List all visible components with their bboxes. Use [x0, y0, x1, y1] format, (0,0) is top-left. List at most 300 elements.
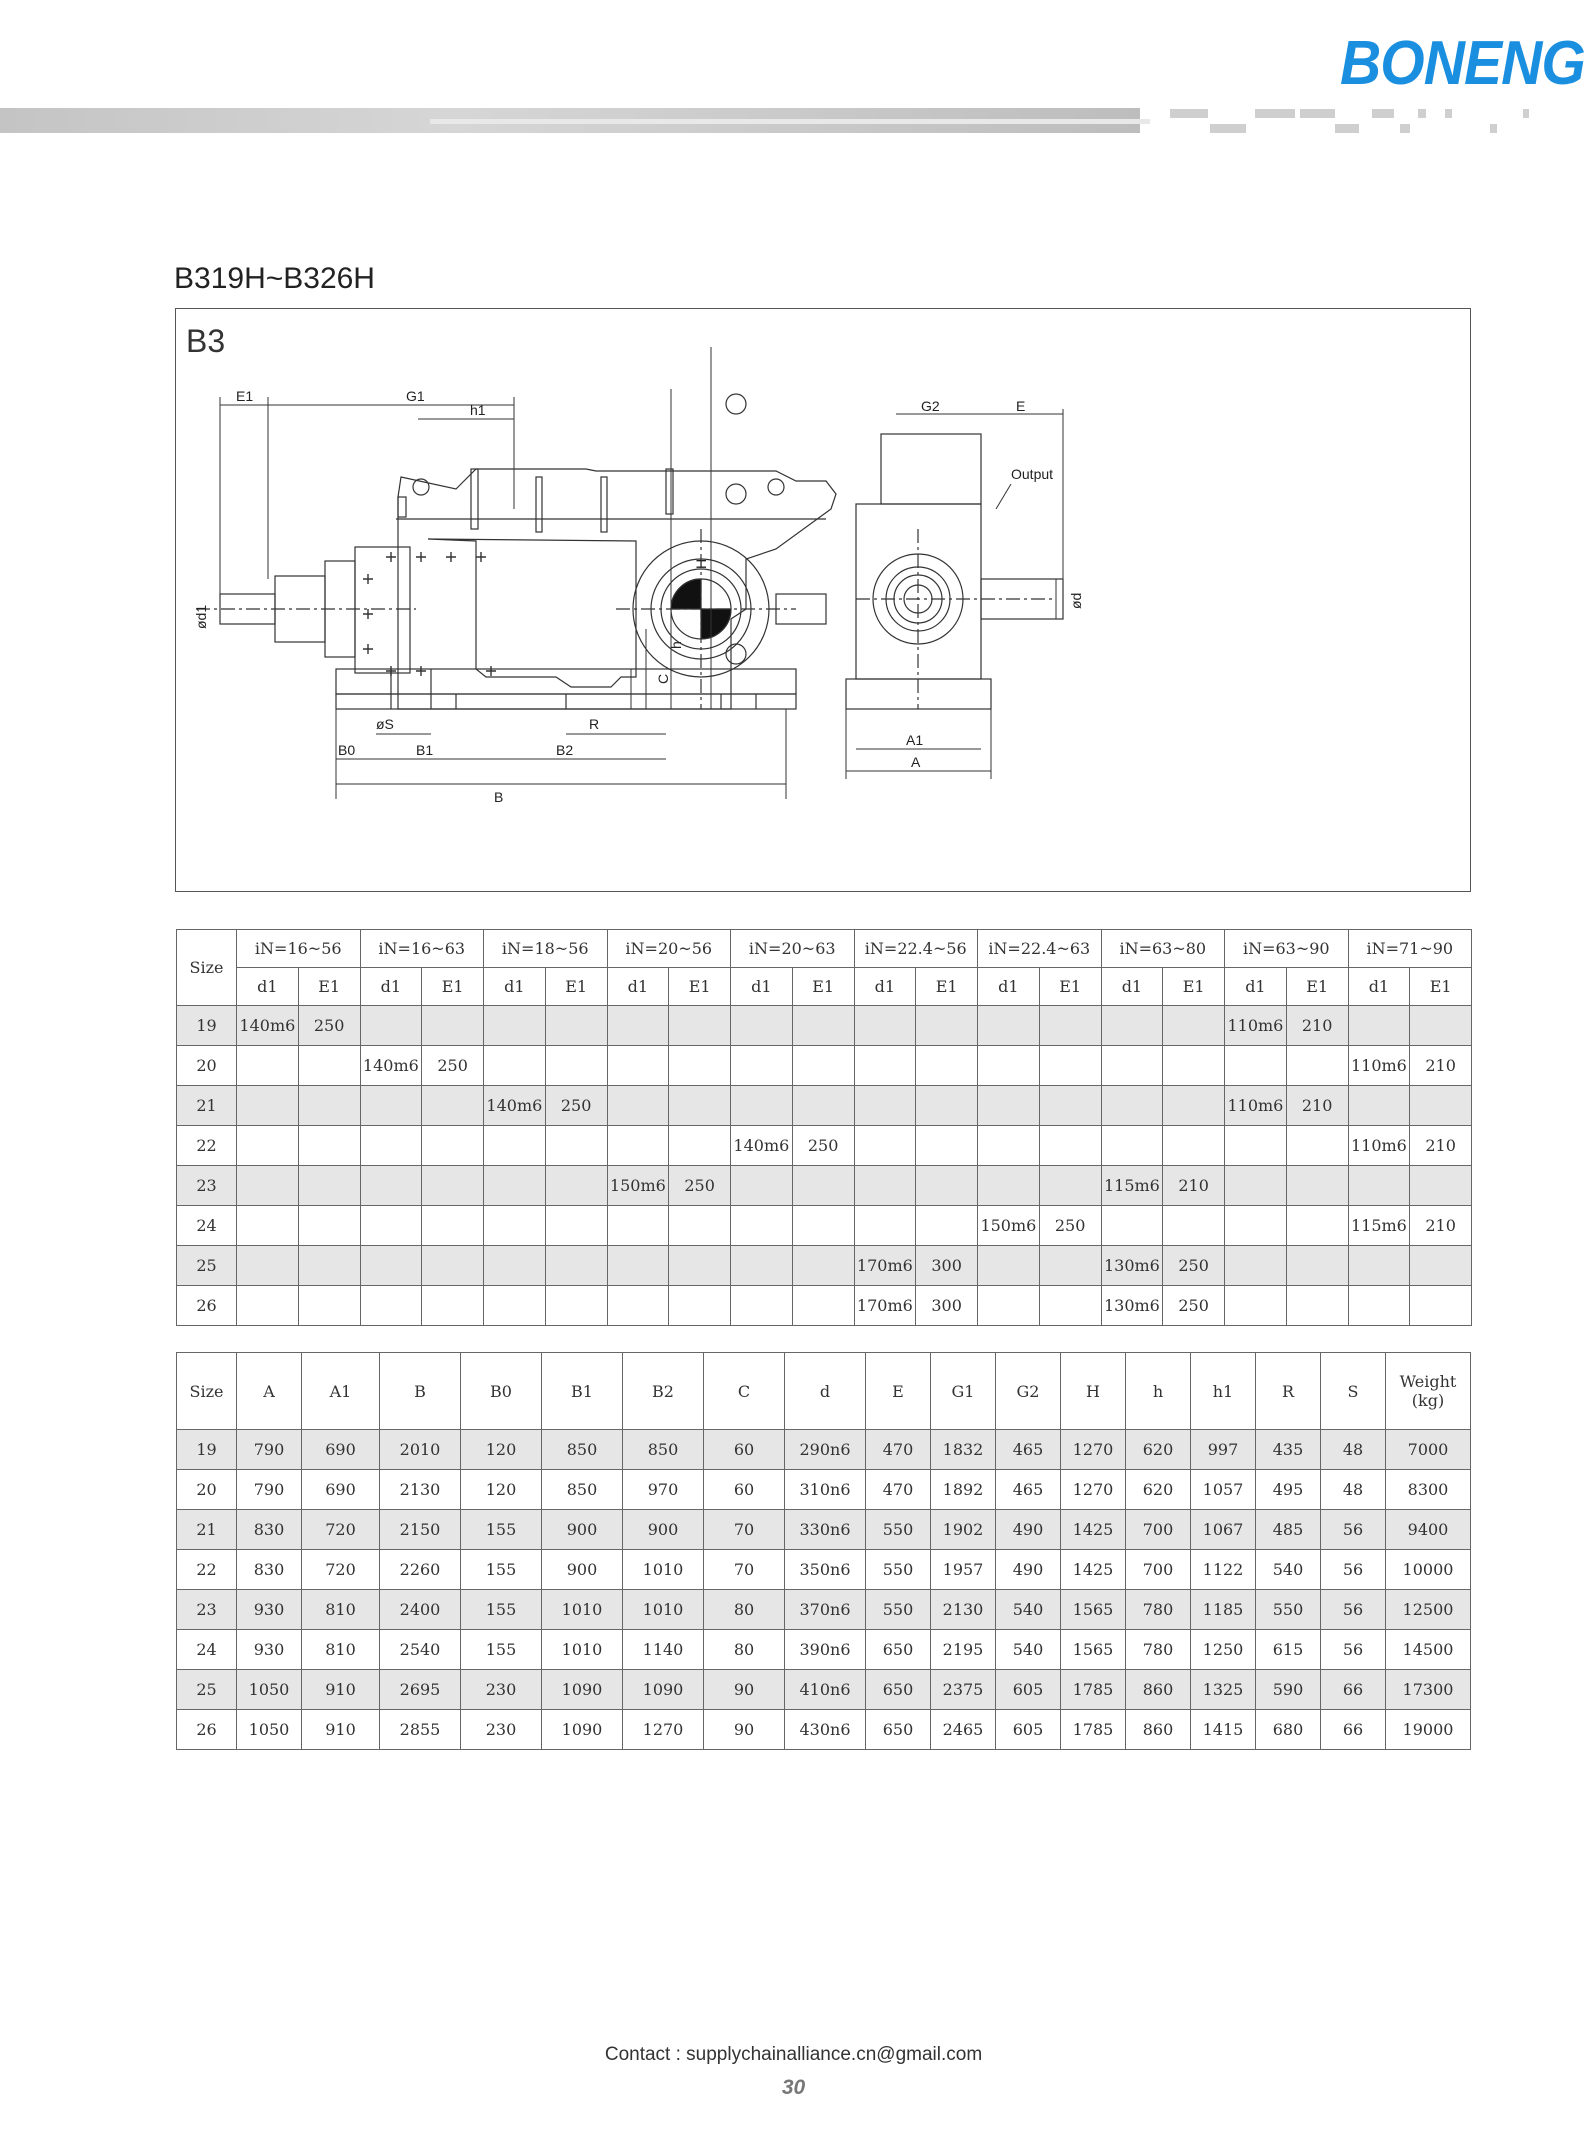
header-dash — [1210, 124, 1246, 133]
table-cell — [1286, 1286, 1348, 1326]
table-cell — [237, 1046, 299, 1086]
table-cell: 540 — [996, 1630, 1061, 1670]
table-cell: 1090 — [542, 1710, 623, 1750]
table-cell: 930 — [237, 1630, 302, 1670]
table-cell: 430n6 — [785, 1710, 866, 1750]
table-cell: 690 — [302, 1430, 380, 1470]
table-cell — [360, 1246, 422, 1286]
table-cell — [978, 1086, 1040, 1126]
sub-header: E1 — [669, 968, 731, 1006]
table-cell — [854, 1166, 916, 1206]
column-header: C — [704, 1353, 785, 1430]
header-dash — [1490, 124, 1497, 133]
table-cell: 14500 — [1386, 1630, 1471, 1670]
table-cell: 1010 — [623, 1550, 704, 1590]
table-cell: 410n6 — [785, 1670, 866, 1710]
table-cell — [545, 1126, 607, 1166]
table-cell: 1090 — [542, 1670, 623, 1710]
dim-E1: E1 — [236, 388, 254, 404]
table-cell: 140m6 — [484, 1086, 546, 1126]
table-cell — [1225, 1166, 1287, 1206]
table-cell — [1286, 1046, 1348, 1086]
column-header: G2 — [996, 1353, 1061, 1430]
size-cell: 26 — [177, 1286, 237, 1326]
table-cell: 900 — [542, 1550, 623, 1590]
table-cell: 370n6 — [785, 1590, 866, 1630]
dim-B2: B2 — [556, 742, 574, 758]
table-cell — [1410, 1086, 1472, 1126]
sub-header: E1 — [1286, 968, 1348, 1006]
sub-header: d1 — [854, 968, 916, 1006]
table-cell — [978, 1166, 1040, 1206]
table-cell: 170m6 — [854, 1246, 916, 1286]
table-cell — [545, 1166, 607, 1206]
table-cell: 120 — [461, 1470, 542, 1510]
table-cell: 210 — [1286, 1006, 1348, 1046]
table-cell: 1050 — [237, 1710, 302, 1750]
table-cell — [545, 1046, 607, 1086]
table-cell: 1425 — [1061, 1550, 1126, 1590]
table-cell — [792, 1206, 854, 1246]
table-cell — [854, 1046, 916, 1086]
table-cell — [792, 1046, 854, 1086]
table-cell: 605 — [996, 1710, 1061, 1750]
table-cell: 70 — [704, 1550, 785, 1590]
table-cell: 300 — [916, 1286, 978, 1326]
column-header: A1 — [302, 1353, 380, 1430]
table-cell — [669, 1246, 731, 1286]
table-cell: 300 — [916, 1246, 978, 1286]
table-cell: 810 — [302, 1630, 380, 1670]
table-cell: 80 — [704, 1590, 785, 1630]
table-cell — [1286, 1126, 1348, 1166]
table-cell — [237, 1206, 299, 1246]
size-cell: 25 — [177, 1246, 237, 1286]
table-cell — [854, 1126, 916, 1166]
table-cell: 2195 — [931, 1630, 996, 1670]
table-cell: 9400 — [1386, 1510, 1471, 1550]
table-cell: 720 — [302, 1550, 380, 1590]
table-cell: 1565 — [1061, 1630, 1126, 1670]
table-cell: 1270 — [1061, 1430, 1126, 1470]
table-cell — [1039, 1246, 1101, 1286]
table-cell: 550 — [866, 1550, 931, 1590]
table-cell — [360, 1006, 422, 1046]
table-row — [177, 1166, 1472, 1206]
weight-header — [1386, 1353, 1471, 1430]
header-dash — [1372, 109, 1394, 118]
table-cell: 1270 — [623, 1710, 704, 1750]
table-cell — [1039, 1046, 1101, 1086]
table-cell — [978, 1046, 1040, 1086]
table-cell: 210 — [1163, 1166, 1225, 1206]
table-cell — [792, 1286, 854, 1326]
table-cell — [669, 1126, 731, 1166]
sub-header: d1 — [1101, 968, 1163, 1006]
table-cell: 250 — [669, 1166, 731, 1206]
table-row — [177, 1470, 1471, 1510]
table-cell — [792, 1086, 854, 1126]
table-row — [177, 1086, 1472, 1126]
table-cell: 17300 — [1386, 1670, 1471, 1710]
table-cell: 155 — [461, 1550, 542, 1590]
dim-G2: G2 — [921, 398, 940, 414]
contact-line: Contact : supplychainalliance.cn@gmail.com — [604, 2044, 983, 2065]
column-header: B1 — [542, 1353, 623, 1430]
table-cell: 1957 — [931, 1550, 996, 1590]
table-cell: 210 — [1286, 1086, 1348, 1126]
table-cell — [545, 1246, 607, 1286]
table-cell — [298, 1206, 360, 1246]
table-cell: 435 — [1256, 1430, 1321, 1470]
table-row — [177, 1670, 1471, 1710]
table-cell: 1010 — [542, 1630, 623, 1670]
table-cell — [731, 1206, 793, 1246]
ratio-table — [176, 929, 1472, 1326]
table-cell — [422, 1006, 484, 1046]
table-cell: 250 — [1039, 1206, 1101, 1246]
dim-S: øS — [376, 716, 394, 732]
dim-d1: ød1 — [193, 604, 209, 629]
table-cell — [669, 1286, 731, 1326]
ratio-group-header: iN=22.4~63 — [978, 930, 1102, 968]
table-cell — [916, 1166, 978, 1206]
table-cell — [978, 1006, 1040, 1046]
table-cell — [1286, 1246, 1348, 1286]
table-cell: 2130 — [931, 1590, 996, 1630]
dim-R: R — [589, 716, 600, 732]
table-cell: 1140 — [623, 1630, 704, 1670]
sub-header: d1 — [237, 968, 299, 1006]
size-cell: 22 — [177, 1550, 237, 1590]
table-cell — [1286, 1206, 1348, 1246]
table-cell: 860 — [1126, 1710, 1191, 1750]
table-cell: 110m6 — [1225, 1086, 1287, 1126]
table-cell: 1892 — [931, 1470, 996, 1510]
table-row — [177, 1710, 1471, 1750]
table-cell — [607, 1086, 669, 1126]
table-cell — [422, 1246, 484, 1286]
sub-header: d1 — [1225, 968, 1287, 1006]
table-cell — [545, 1286, 607, 1326]
table-cell: 155 — [461, 1590, 542, 1630]
table-cell: 900 — [542, 1510, 623, 1550]
table-cell — [607, 1126, 669, 1166]
ratio-group-header: iN=18~56 — [484, 930, 608, 968]
table-cell — [916, 1006, 978, 1046]
table-cell — [1163, 1086, 1225, 1126]
table-cell — [916, 1126, 978, 1166]
table-cell: 650 — [866, 1630, 931, 1670]
table-cell — [1348, 1286, 1410, 1326]
header-dash — [1255, 109, 1295, 118]
table-cell: 550 — [866, 1510, 931, 1550]
table-cell — [792, 1246, 854, 1286]
table-cell: 230 — [461, 1670, 542, 1710]
table-cell: 1250 — [1191, 1630, 1256, 1670]
table-cell: 490 — [996, 1550, 1061, 1590]
table-cell — [669, 1206, 731, 1246]
table-cell: 1010 — [623, 1590, 704, 1630]
table-cell: 465 — [996, 1430, 1061, 1470]
table-cell — [298, 1046, 360, 1086]
table-cell: 830 — [237, 1550, 302, 1590]
table-cell: 210 — [1410, 1046, 1472, 1086]
table-cell — [1101, 1006, 1163, 1046]
table-cell: 2465 — [931, 1710, 996, 1750]
column-header: H — [1061, 1353, 1126, 1430]
table-cell — [1348, 1086, 1410, 1126]
table-cell: 130m6 — [1101, 1246, 1163, 1286]
table-cell: 790 — [237, 1470, 302, 1510]
dim-B: B — [494, 789, 504, 805]
sub-header: d1 — [607, 968, 669, 1006]
table-cell — [360, 1286, 422, 1326]
table-cell: 10000 — [1386, 1550, 1471, 1590]
ratio-group-header: iN=16~63 — [360, 930, 484, 968]
table-cell — [1101, 1126, 1163, 1166]
table-cell: 60 — [704, 1430, 785, 1470]
table-cell — [669, 1046, 731, 1086]
table-row — [177, 1246, 1472, 1286]
table-cell: 140m6 — [731, 1126, 793, 1166]
dim-d: ød — [1068, 592, 1084, 609]
table-cell: 140m6 — [360, 1046, 422, 1086]
weight-header-line: (kg) — [1411, 1391, 1445, 1410]
table-cell: 1090 — [623, 1670, 704, 1710]
table-cell — [1348, 1166, 1410, 1206]
sub-header: d1 — [978, 968, 1040, 1006]
table-cell — [360, 1206, 422, 1246]
table-cell — [545, 1206, 607, 1246]
size-cell: 21 — [177, 1510, 237, 1550]
table-cell: 997 — [1191, 1430, 1256, 1470]
ratio-group-header: iN=20~56 — [607, 930, 731, 968]
table-cell: 650 — [866, 1670, 931, 1710]
table-cell — [1163, 1126, 1225, 1166]
table-cell: 230 — [461, 1710, 542, 1750]
table-cell — [731, 1006, 793, 1046]
table-cell — [298, 1086, 360, 1126]
table-cell: 66 — [1321, 1710, 1386, 1750]
ratio-group-header: iN=20~63 — [731, 930, 855, 968]
table-cell — [422, 1286, 484, 1326]
table-cell: 2010 — [380, 1430, 461, 1470]
table-cell — [484, 1206, 546, 1246]
table-cell — [422, 1166, 484, 1206]
table-cell — [1286, 1166, 1348, 1206]
table-cell: 910 — [302, 1670, 380, 1710]
table-cell — [669, 1086, 731, 1126]
table-cell — [1225, 1246, 1287, 1286]
sub-header: E1 — [1410, 968, 1472, 1006]
table-cell: 330n6 — [785, 1510, 866, 1550]
size-cell: 25 — [177, 1670, 237, 1710]
dim-A1: A1 — [906, 732, 924, 748]
sub-header: E1 — [1039, 968, 1101, 1006]
table-cell — [1410, 1006, 1472, 1046]
table-cell: 155 — [461, 1630, 542, 1670]
table-cell — [1101, 1206, 1163, 1246]
sub-header: E1 — [792, 968, 854, 1006]
table-cell — [422, 1206, 484, 1246]
table-cell — [978, 1286, 1040, 1326]
table-cell — [237, 1246, 299, 1286]
table-cell: 150m6 — [607, 1166, 669, 1206]
table-cell — [854, 1086, 916, 1126]
table-cell: 250 — [1163, 1246, 1225, 1286]
table-cell: 250 — [545, 1086, 607, 1126]
table-cell: 465 — [996, 1470, 1061, 1510]
weight-header-line: Weight — [1399, 1372, 1457, 1391]
table-cell: 970 — [623, 1470, 704, 1510]
table-cell — [298, 1286, 360, 1326]
size-cell: 22 — [177, 1126, 237, 1166]
size-cell: 24 — [177, 1630, 237, 1670]
table-cell: 66 — [1321, 1670, 1386, 1710]
table-cell: 150m6 — [978, 1206, 1040, 1246]
table-cell: 250 — [1163, 1286, 1225, 1326]
table-cell: 155 — [461, 1510, 542, 1550]
table-cell — [1410, 1286, 1472, 1326]
dim-B0: B0 — [338, 742, 356, 758]
column-header: Size — [177, 1353, 237, 1430]
ratio-group-header: iN=63~90 — [1225, 930, 1349, 968]
table-cell: 720 — [302, 1510, 380, 1550]
size-cell: 19 — [177, 1430, 237, 1470]
column-header: R — [1256, 1353, 1321, 1430]
dim-G1: G1 — [406, 388, 425, 404]
table-cell — [916, 1206, 978, 1246]
header-dash — [1300, 109, 1335, 118]
table-cell: 930 — [237, 1590, 302, 1630]
dim-H: H — [693, 558, 709, 569]
table-cell — [298, 1246, 360, 1286]
dim-A: A — [911, 754, 921, 770]
table-cell: 1785 — [1061, 1670, 1126, 1710]
table-cell: 1067 — [1191, 1510, 1256, 1550]
size-cell: 21 — [177, 1086, 237, 1126]
table-cell — [484, 1006, 546, 1046]
table-cell: 90 — [704, 1670, 785, 1710]
table-row — [177, 1286, 1472, 1326]
table-cell — [731, 1286, 793, 1326]
table-cell — [792, 1006, 854, 1046]
table-cell: 310n6 — [785, 1470, 866, 1510]
table-cell: 1057 — [1191, 1470, 1256, 1510]
table-cell: 250 — [298, 1006, 360, 1046]
size-cell: 23 — [177, 1166, 237, 1206]
table-cell — [607, 1246, 669, 1286]
table-cell: 2150 — [380, 1510, 461, 1550]
table-cell: 860 — [1126, 1670, 1191, 1710]
table-cell: 350n6 — [785, 1550, 866, 1590]
table-cell — [978, 1246, 1040, 1286]
mounting-label: B3 — [186, 323, 226, 359]
table-cell: 2400 — [380, 1590, 461, 1630]
table-cell — [484, 1166, 546, 1206]
table-cell — [607, 1286, 669, 1326]
dim-h1: h1 — [470, 402, 486, 418]
table-cell — [731, 1086, 793, 1126]
table-cell: 170m6 — [854, 1286, 916, 1326]
table-cell: 210 — [1410, 1206, 1472, 1246]
table-cell: 850 — [623, 1430, 704, 1470]
table-cell — [1225, 1126, 1287, 1166]
table-cell: 2855 — [380, 1710, 461, 1750]
table-cell: 290n6 — [785, 1430, 866, 1470]
table-cell: 1415 — [1191, 1710, 1256, 1750]
table-cell: 115m6 — [1101, 1166, 1163, 1206]
table-cell: 56 — [1321, 1590, 1386, 1630]
table-cell — [916, 1046, 978, 1086]
table-cell: 1325 — [1191, 1670, 1256, 1710]
ratio-group-header: iN=22.4~56 — [854, 930, 978, 968]
table-cell: 90 — [704, 1710, 785, 1750]
table-cell: 900 — [623, 1510, 704, 1550]
table-cell — [1225, 1286, 1287, 1326]
table-cell: 550 — [1256, 1590, 1321, 1630]
table-row — [177, 1126, 1472, 1166]
header-dash — [1418, 109, 1426, 118]
dim-h: h — [668, 641, 684, 649]
table-cell: 48 — [1321, 1430, 1386, 1470]
table-cell: 1122 — [1191, 1550, 1256, 1590]
table-cell — [422, 1126, 484, 1166]
table-cell — [1039, 1086, 1101, 1126]
table-cell: 910 — [302, 1710, 380, 1750]
table-cell: 495 — [1256, 1470, 1321, 1510]
table-cell: 700 — [1126, 1550, 1191, 1590]
table-row — [177, 1630, 1471, 1670]
sub-header: E1 — [422, 968, 484, 1006]
table-row — [177, 1006, 1472, 1046]
table-cell — [360, 1086, 422, 1126]
size-cell: 19 — [177, 1006, 237, 1046]
dim-C: C — [655, 673, 671, 684]
table-row — [177, 1046, 1472, 1086]
table-cell: 2375 — [931, 1670, 996, 1710]
table-cell: 48 — [1321, 1470, 1386, 1510]
column-header: h — [1126, 1353, 1191, 1430]
size-cell: 20 — [177, 1470, 237, 1510]
table-cell — [1410, 1166, 1472, 1206]
table-cell: 110m6 — [1348, 1046, 1410, 1086]
table-cell — [360, 1126, 422, 1166]
table-cell — [360, 1166, 422, 1206]
table-cell — [237, 1286, 299, 1326]
table-cell — [1163, 1046, 1225, 1086]
ratio-group-header: iN=71~90 — [1348, 930, 1472, 968]
table-cell — [1163, 1206, 1225, 1246]
table-cell — [607, 1046, 669, 1086]
output-label: Output — [1011, 466, 1054, 482]
column-header: h1 — [1191, 1353, 1256, 1430]
table-cell: 56 — [1321, 1510, 1386, 1550]
table-cell — [607, 1206, 669, 1246]
header-dash — [1170, 109, 1208, 118]
table-cell — [916, 1086, 978, 1126]
size-cell: 20 — [177, 1046, 237, 1086]
column-header: G1 — [931, 1353, 996, 1430]
table-cell: 470 — [866, 1470, 931, 1510]
table-cell — [731, 1046, 793, 1086]
table-cell — [1348, 1006, 1410, 1046]
table-cell: 2260 — [380, 1550, 461, 1590]
table-cell: 620 — [1126, 1430, 1191, 1470]
table-cell: 470 — [866, 1430, 931, 1470]
sub-header: d1 — [731, 968, 793, 1006]
